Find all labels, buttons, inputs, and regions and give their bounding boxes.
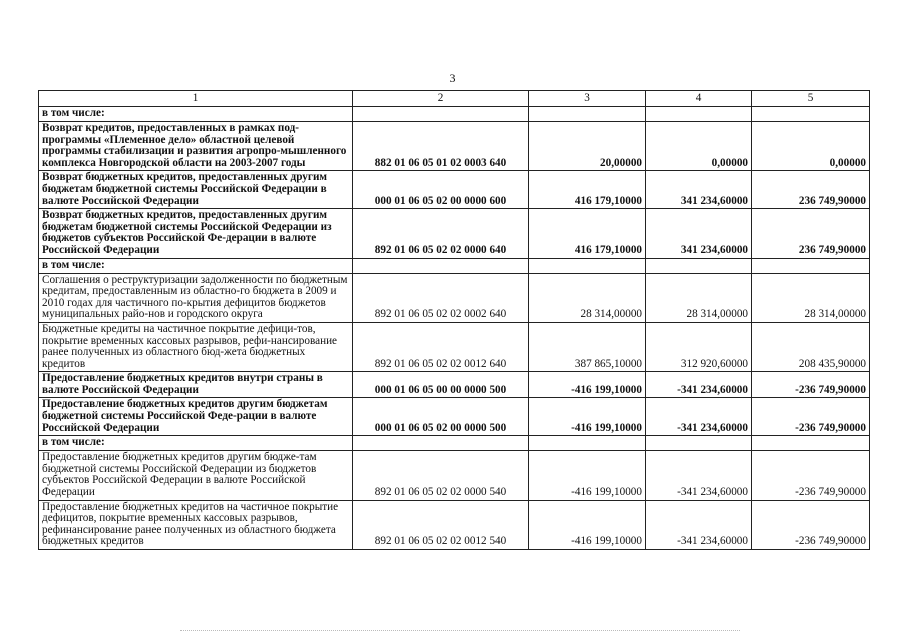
- column-number-row: [39, 91, 870, 107]
- value-cell-col3: [529, 107, 646, 122]
- row-name-cell: в том числе:: [39, 436, 353, 451]
- value-cell-col5: -236 749,90000: [752, 500, 870, 549]
- table-row: [39, 107, 870, 122]
- budget-code-cell: [353, 107, 529, 122]
- value-cell-col4: 312 920,60000: [646, 322, 752, 371]
- scan-artifact-line: [180, 630, 740, 632]
- value-cell-col5: -236 749,90000: [752, 451, 870, 500]
- value-cell-col5: [752, 107, 870, 122]
- value-cell-col5: [752, 436, 870, 451]
- value-cell-col3: -416 199,10000: [529, 398, 646, 436]
- budget-code-cell: 892 01 06 05 02 02 0000 540: [353, 451, 529, 500]
- column-header: 3: [529, 91, 646, 107]
- table-row: [39, 436, 870, 451]
- column-header: 2: [353, 91, 529, 107]
- value-cell-col4: 341 234,60000: [646, 209, 752, 258]
- value-cell-col4: 341 234,60000: [646, 171, 752, 209]
- value-cell-col4: -341 234,60000: [646, 398, 752, 436]
- value-cell-col4: -341 234,60000: [646, 500, 752, 549]
- budget-code-cell: 000 01 06 05 02 00 0000 600: [353, 171, 529, 209]
- row-name-cell: Предоставление бюджетных кредитов другим бюджетам бюджетной системы Российской Феде-рации в валюте Российской Федерации: [39, 398, 353, 436]
- row-name-cell: Возврат кредитов, предоставленных в рамках под-программы «Племенное дело» областной целевой программы стабилизации и развития агропро-мышленного комплекса Новгородской области на 2003-2007 годы: [39, 122, 353, 171]
- value-cell-col5: 236 749,90000: [752, 171, 870, 209]
- value-cell-col5: 236 749,90000: [752, 209, 870, 258]
- row-name-cell: Предоставление бюджетных кредитов внутри страны в валюте Российской Федерации: [39, 372, 353, 398]
- value-cell-col5: 28 314,00000: [752, 273, 870, 322]
- table-row: [39, 500, 870, 549]
- value-cell-col5: 0,00000: [752, 122, 870, 171]
- value-cell-col5: -236 749,90000: [752, 372, 870, 398]
- value-cell-col3: 28 314,00000: [529, 273, 646, 322]
- row-name-cell: Соглашения о реструктуризации задолженности по бюджетным кредитам, предоставленным из областно-го бюджета в 2009 и 2010 годах для частичного по-крытия дефицитов бюджетов муниципальных райо-нов и городского округа: [39, 273, 353, 322]
- value-cell-col3: 416 179,10000: [529, 171, 646, 209]
- value-cell-col4: [646, 436, 752, 451]
- column-header: 1: [39, 91, 353, 107]
- column-header: 5: [752, 91, 870, 107]
- budget-code-cell: 892 01 06 05 02 02 0002 640: [353, 273, 529, 322]
- value-cell-col4: -341 234,60000: [646, 451, 752, 500]
- value-cell-col3: -416 199,10000: [529, 372, 646, 398]
- row-name-cell: Возврат бюджетных кредитов, предоставленных другим бюджетам бюджетной системы Российской Федерации в валюте Российской Федерации: [39, 171, 353, 209]
- row-name-cell: Бюджетные кредиты на частичное покрытие дефици-тов, покрытие временных кассовых разрывов, рефи-нансирование ранее полученных из областного бюд-жета бюджетных кредитов: [39, 322, 353, 371]
- row-name-cell: Предоставление бюджетных кредитов другим бюдже-там бюджетной системы Российской Федерации из бюджетов субъектов Российской Федерации в валюте Российской Федерации: [39, 451, 353, 500]
- value-cell-col3: [529, 258, 646, 273]
- value-cell-col5: -236 749,90000: [752, 398, 870, 436]
- row-name-cell: в том числе:: [39, 258, 353, 273]
- table-row: [39, 273, 870, 322]
- column-header: 4: [646, 91, 752, 107]
- budget-code-cell: 882 01 06 05 01 02 0003 640: [353, 122, 529, 171]
- value-cell-col3: -416 199,10000: [529, 451, 646, 500]
- value-cell-col3: 416 179,10000: [529, 209, 646, 258]
- value-cell-col3: [529, 436, 646, 451]
- budget-code-cell: [353, 436, 529, 451]
- value-cell-col4: [646, 107, 752, 122]
- table-row: [39, 258, 870, 273]
- budget-code-cell: 000 01 06 05 00 00 0000 500: [353, 372, 529, 398]
- row-name-cell: в том числе:: [39, 107, 353, 122]
- budget-table: [38, 90, 870, 550]
- table-row: [39, 398, 870, 436]
- value-cell-col4: 0,00000: [646, 122, 752, 171]
- table-row: [39, 171, 870, 209]
- value-cell-col4: 28 314,00000: [646, 273, 752, 322]
- page-number: 3: [449, 71, 456, 85]
- budget-code-cell: 892 01 06 05 02 02 0012 540: [353, 500, 529, 549]
- value-cell-col3: 387 865,10000: [529, 322, 646, 371]
- table-row: [39, 372, 870, 398]
- table-row: [39, 209, 870, 258]
- value-cell-col3: -416 199,10000: [529, 500, 646, 549]
- value-cell-col5: 208 435,90000: [752, 322, 870, 371]
- value-cell-col4: -341 234,60000: [646, 372, 752, 398]
- value-cell-col3: 20,00000: [529, 122, 646, 171]
- table-body: [39, 107, 870, 550]
- value-cell-col5: [752, 258, 870, 273]
- budget-code-cell: 892 01 06 05 02 02 0000 640: [353, 209, 529, 258]
- table-row: [39, 451, 870, 500]
- budget-code-cell: 000 01 06 05 02 00 0000 500: [353, 398, 529, 436]
- value-cell-col4: [646, 258, 752, 273]
- table-row: [39, 122, 870, 171]
- row-name-cell: Возврат бюджетных кредитов, предоставленных другим бюджетам бюджетной системы Российской Федерации из бюджетов субъектов Российской Фе-дерации в валюте Российской Федерации: [39, 209, 353, 258]
- table-row: [39, 322, 870, 371]
- row-name-cell: Предоставление бюджетных кредитов на частичное покрытие дефицитов, покрытие временных кассовых разрывов, рефинансирование ранее полученных из областного бюджета бюджетных кредитов: [39, 500, 353, 549]
- budget-code-cell: [353, 258, 529, 273]
- budget-code-cell: 892 01 06 05 02 02 0012 640: [353, 322, 529, 371]
